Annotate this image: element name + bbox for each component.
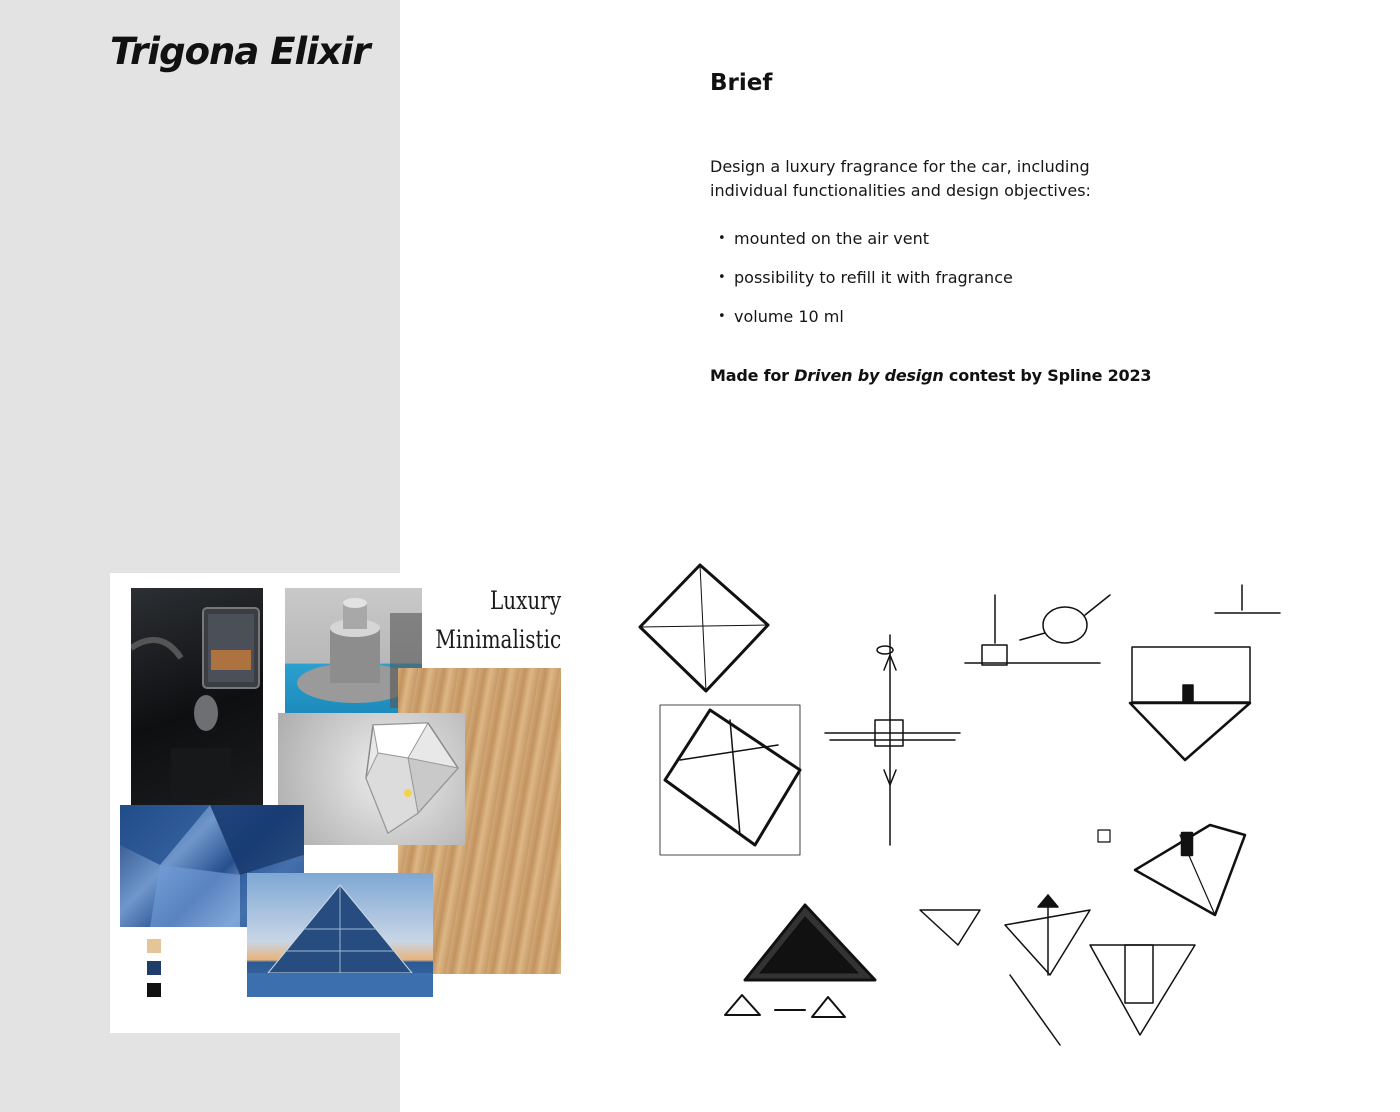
sketch-board <box>620 555 1320 1065</box>
louvre-pyramid-image <box>247 873 433 997</box>
moodboard <box>110 573 570 1033</box>
moodboard-label-minimalistic: Minimalistic <box>435 625 561 654</box>
color-swatch-black <box>147 983 161 997</box>
color-swatch-beige <box>147 939 161 953</box>
sketch-triangle-large <box>745 905 875 980</box>
objectives-list <box>710 227 1013 344</box>
objective-item: • possibility to refill it with fragrance <box>710 266 1013 305</box>
brief-description: Design a luxury fragrance for the car, including individual functionalities and design objectives: <box>710 157 1091 200</box>
objective-item: • mounted on the air vent <box>710 227 1013 266</box>
objective-item: • volume 10 ml <box>710 305 1013 344</box>
sketch-refill <box>965 595 1110 665</box>
sketch-inverted-pyramid <box>1130 585 1280 760</box>
contest-name: Driven by design <box>794 366 944 385</box>
credit-prefix: Made for <box>710 366 789 385</box>
moodboard-label-luxury: Luxury <box>489 586 561 615</box>
sketch-square <box>640 565 768 691</box>
color-swatch-navy <box>147 961 161 975</box>
sketch-cube <box>660 705 800 855</box>
sketch-small-triangles <box>725 995 845 1017</box>
brief-heading: Brief <box>710 70 773 96</box>
sketch-mechanism <box>825 635 960 845</box>
car-interior-image <box>131 588 263 808</box>
sketch-tilted-pyramid <box>1098 825 1245 915</box>
diamond-image <box>278 713 465 845</box>
contest-credit <box>710 366 1151 385</box>
moodboard-label <box>435 581 561 659</box>
credit-suffix: contest by Spline 2023 <box>948 366 1152 385</box>
project-title: Trigona Elixir <box>110 30 370 73</box>
sketch-pyramid-cluster <box>920 895 1195 1045</box>
